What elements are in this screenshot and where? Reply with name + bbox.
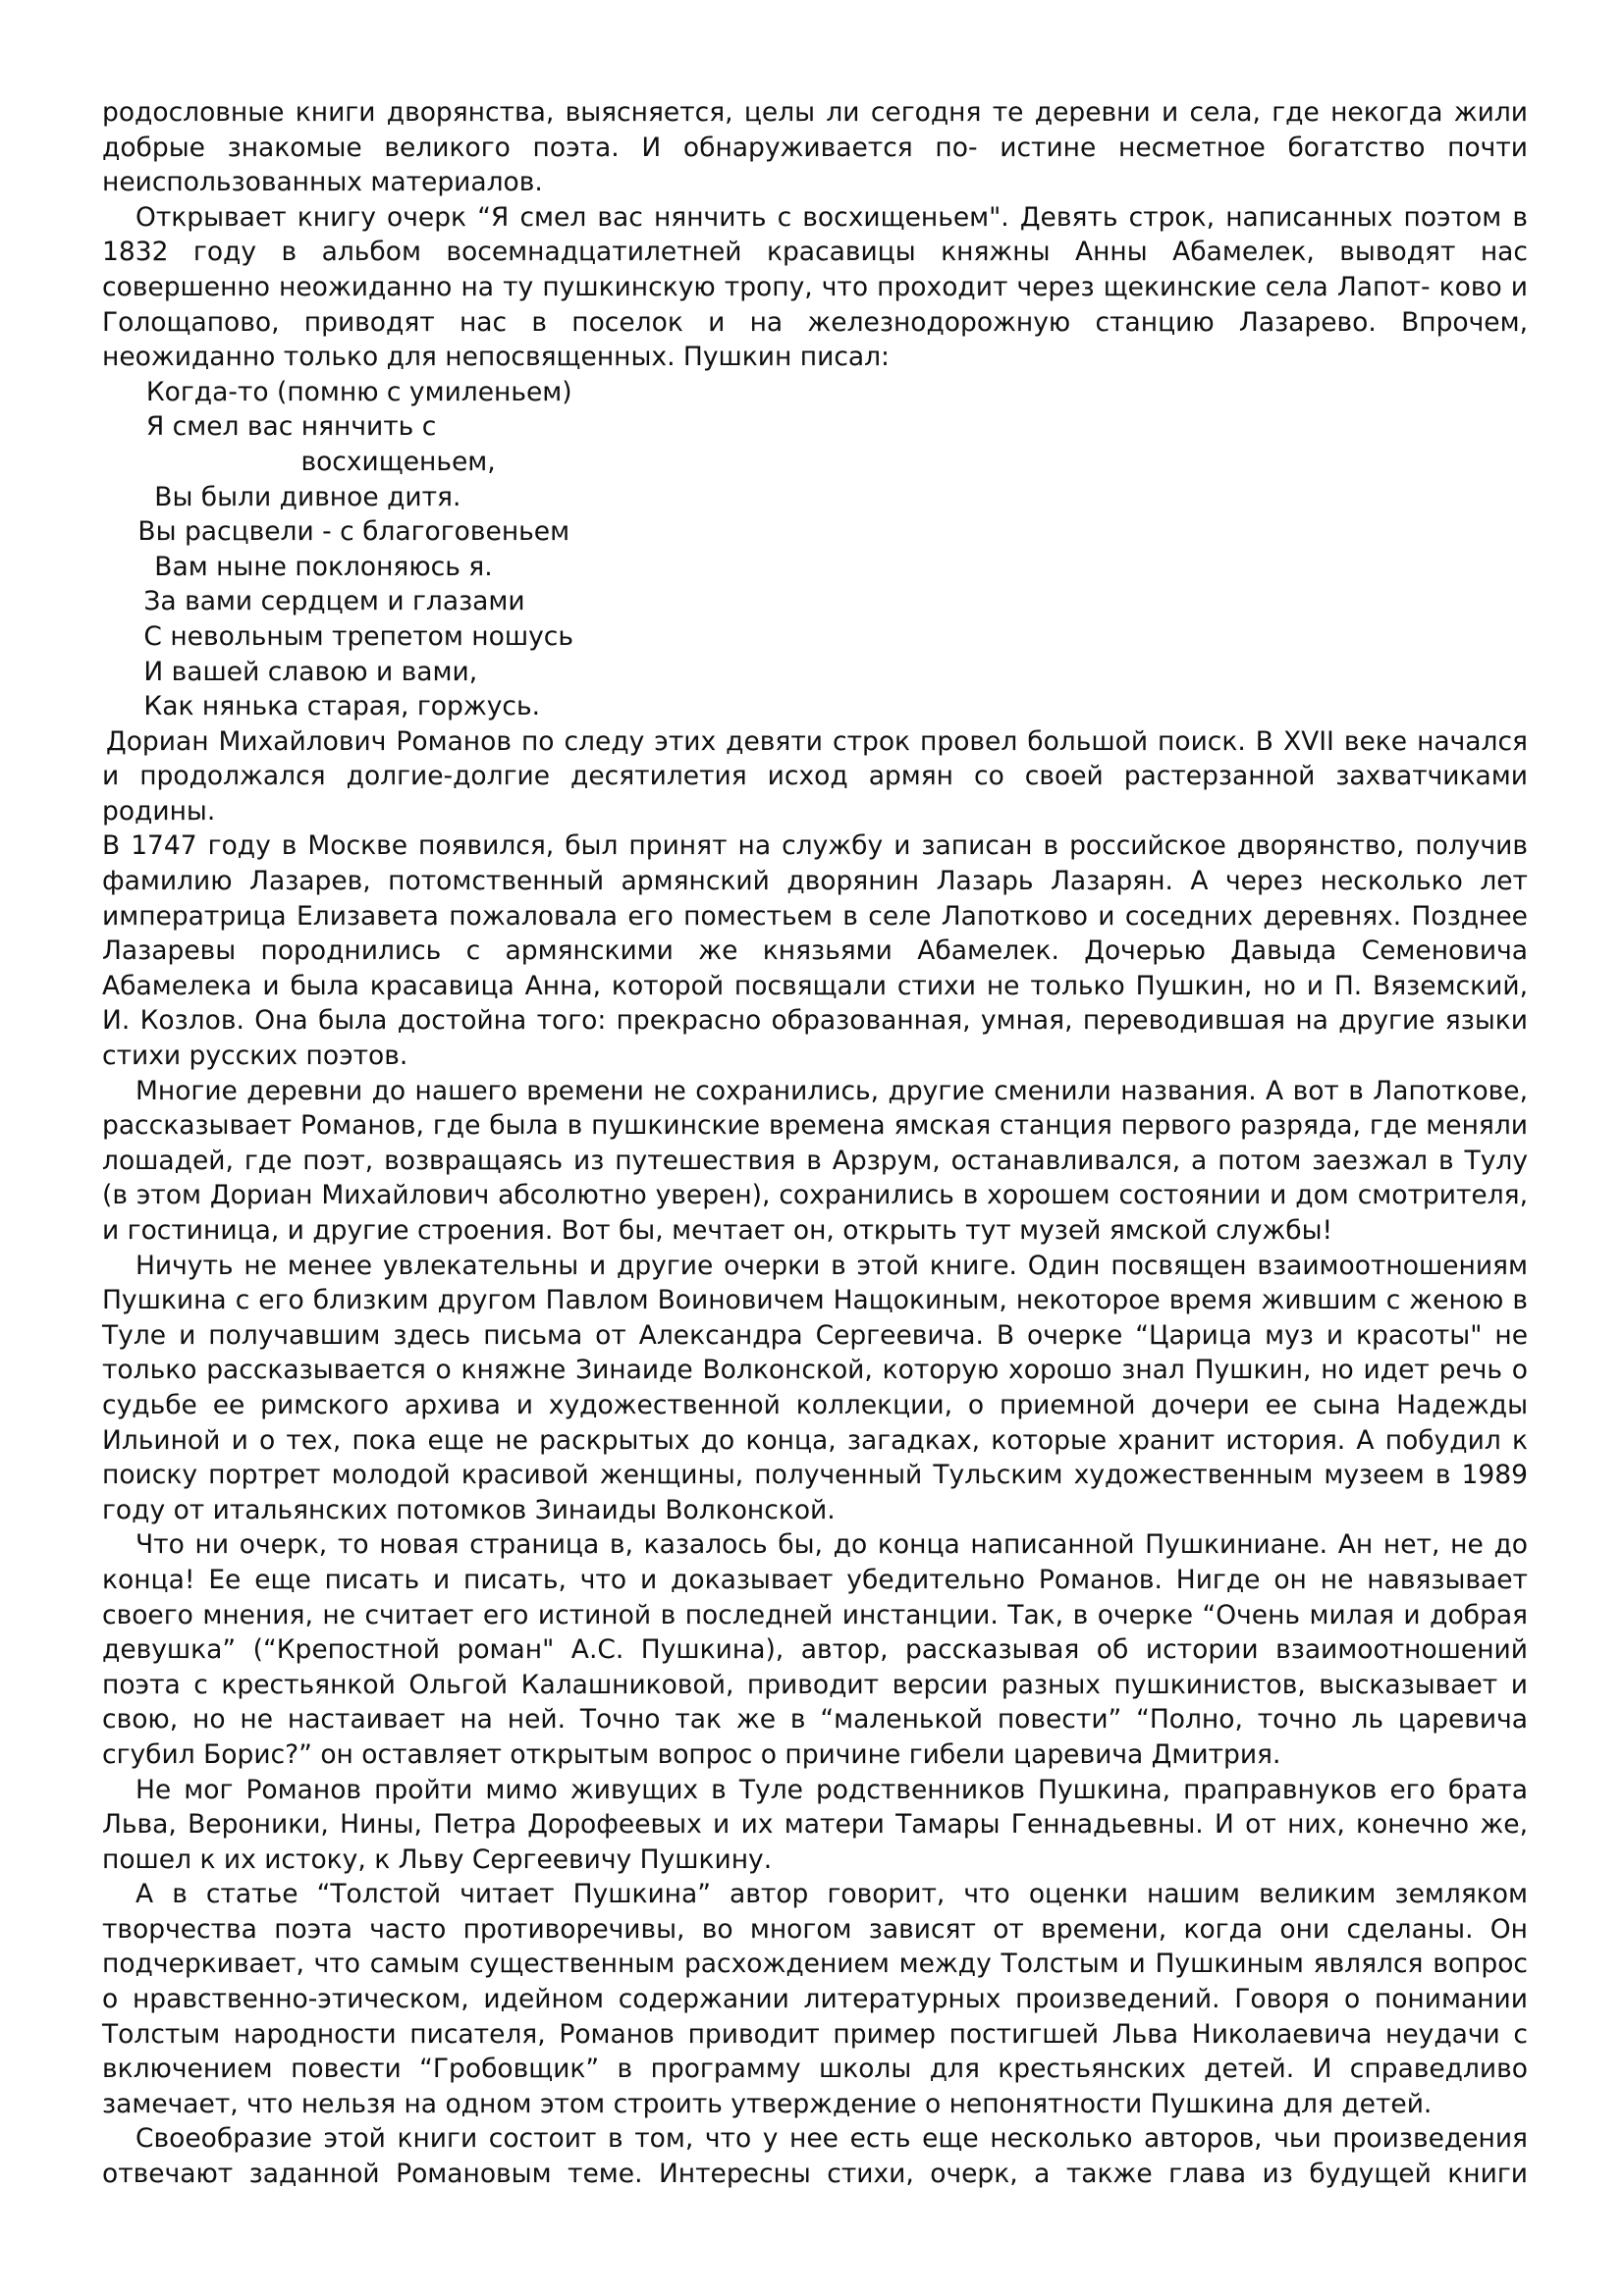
text-before-poem [102, 95, 1528, 375]
poem-line: Вы расцвели - с благоговеньем [130, 516, 570, 548]
paragraph: Открывает книгу очерк “Я смел вас нянчить с восхищеньем". Девять строк, написанных поэтом в 1832 году в альбом восемнадцатилетней красавицы княжны Анны Абамелек, выводят нас совершенно неожиданно на ту пушкинскую тропу, что проходит через щекинские села Лапот- ково и Голощапово, приводят нас в поселок и на железнодорожную станцию Лазарево. Впрочем, неожиданно только для непосвященных. Пушкин писал: [102, 201, 1528, 373]
text-after-poem [102, 724, 1528, 2192]
paragraph: Не мог Романов пройти мимо живущих в Туле родственников Пушкина, праправнуков его брата Льва, Вероники, Нины, Петра Дорофеевых и их матери Тамары Геннадьевны. И от них, конечно же, пошел к их истоку, к Льву Сергеевичу Пушкину. [102, 1774, 1528, 1875]
poem-line: И вашей славою и вами, [135, 656, 478, 687]
poem-line: Вы были дивное дитя. [130, 481, 461, 512]
paragraph: родословные книги дворянства, выясняется, целы ли сегодня те деревни и села, где некогда жили добрые знакомые великого поэта. И обнаруживается по- истине несметное богатство почти неиспользованных материалов. [102, 97, 1528, 198]
paragraph: А в статье “Толстой читает Пушкина” автор говорит, что оценки нашим великим земляком творчества поэта часто противоречивы, во многом зависят от времени, когда они сделаны. Он подчеркивает, что самым существенным расхождением между Толстым и Пушкиным являлся вопрос о нравственно-этическом, идейном содержании литературных произведений. Говоря о понимании Толстым народности писателя, Романов приводит пример постигшей Льва Николаевича неудачи с включением повести “Гробовщик” в программу школы для крестьянских детей. И справедливо замечает, что нельзя на одном этом строить утверждение о непонятности Пушкина для детей. [102, 1879, 1528, 2119]
poem-line: восхищеньем, [135, 446, 496, 477]
poem-line: За вами сердцем и глазами [135, 586, 525, 617]
paragraph: Дориан Михайлович Романов по следу этих девяти строк провел большой поиск. В XVII веке начался и продолжался долгие-долгие десятилетия исход армян со своей растерзанной захватчиками родины. [102, 725, 1528, 827]
document-page [102, 95, 1528, 2192]
poem-line: Я смел вас нянчить с [130, 411, 437, 443]
paragraph: Ничуть не менее увлекательны и другие очерки в этой книге. Один посвящен взаимоотношениям Пушкина с его близким другом Павлом Воиновичем Нащокиным, некоторое время жившим с женою в Туле и получавшим здесь письма от Александра Сергеевича. В очерке “Царица муз и красоты" не только рассказывается о княжне Зинаиде Волконской, которую хорошо знал Пушкин, но идет речь о судьбе ее римского архива и художественной коллекции, о приемной дочери ее сына Надежды Ильиной и о тех, пока еще не раскрытых до конца, загадках, которые хранит история. А побудил к поиску портрет молодой красивой женщины, полученный Тульским художественным музеем в 1989 году от итальянских потомков Зинаиды Волконской. [102, 1250, 1528, 1525]
paragraph: Своеобразие этой книги состоит в том, что у нее есть еще несколько авторов, чьи произведения отвечают заданной Романовым теме. Интересны стихи, очерк, а также глава из будущей книги [102, 2123, 1528, 2190]
poem-line: Когда-то (помню с умиленьем) [130, 376, 572, 407]
poem-line: С невольным трепетом ношусь [135, 620, 573, 652]
poem-line: Вам ныне поклоняюсь я. [130, 551, 493, 582]
paragraph: В 1747 году в Москве появился, был принят на службу и записан в российское дворянство, получив фамилию Лазарев, потомственный армянский дворянин Лазарь Лазарян. А через несколько лет императрица Елизавета пожаловала его поместьем в селе Лапотково и соседних деревнях. Позднее Лазаревы породнились с армянскими же князьями Абамелек. Дочерью Давыда Семеновича Абамелека и была красавица Анна, которой посвящали стихи не только Пушкин, но и П. Вяземский, И. Козлов. Она была достойна того: прекрасно образованная, умная, переводившая на другие языки стихи русских поэтов. [102, 830, 1528, 1072]
poem [102, 375, 1528, 724]
poem-line: Как нянька старая, горжусь. [135, 691, 541, 722]
paragraph: Что ни очерк, то новая страница в, казалось бы, до конца написанной Пушкиниане. Ан нет, не до конца! Ее еще писать и писать, что и доказывает убедительно Романов. Нигде он не навязывает своего мнения, не считает его истиной в последней инстанции. Так, в очерке “Очень милая и добрая девушка” (“Крепостной роман" А.С. Пушкина), автор, рассказывая об истории взаимоотношений поэта с крестьянкой Ольгой Калашниковой, приводит версии разных пушкинистов, высказывает и свою, но не настаивает на ней. Точно так же в “маленькой повести” “Полно, точно ль царевича сгубил Борис?” он оставляет открытым вопрос о причине гибели царевича Дмитрия. [102, 1529, 1528, 1770]
paragraph: Многие деревни до нашего времени не сохранились, другие сменили названия. А вот в Лапоткове, рассказывает Романов, где была в пушкинские времена ямская станция первого разряда, где меняли лошадей, где поэт, возвращаясь из путешествия в Арзрум, останавливался, а потом заезжал в Тулу (в этом Дориан Михайлович абсолютно уверен), сохранились в хорошем состоянии и дом смотрителя, и гостиница, и другие строения. Вот бы, мечтает он, открыть тут музей ямской службы! [102, 1075, 1528, 1246]
